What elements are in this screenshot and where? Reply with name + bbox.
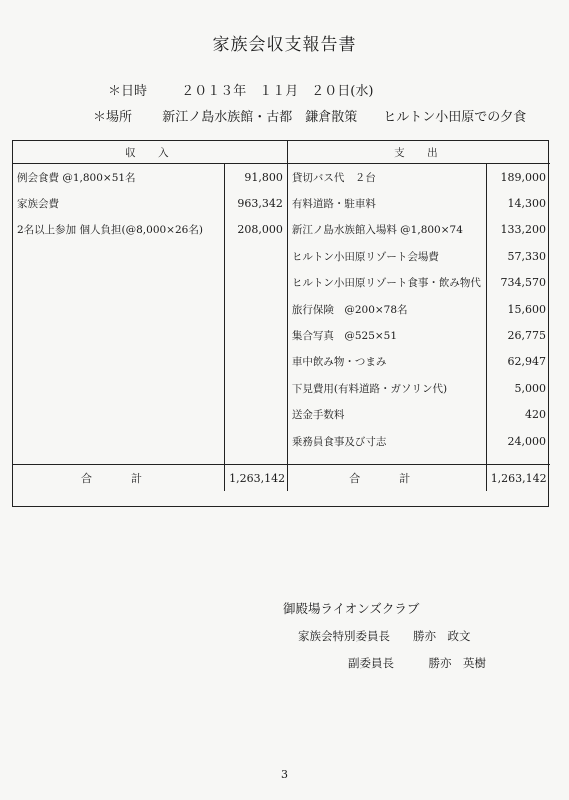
expense-label: 乗務員食事及び寸志 (287, 428, 486, 454)
date-value: ２０１３年 １１月 ２０日(水) (181, 84, 374, 99)
event-date (108, 80, 373, 99)
income-label (13, 322, 225, 348)
income-label (13, 428, 225, 454)
ledger-row (13, 217, 550, 243)
expense-label: 下見費用(有料道路・ガソリン代) (287, 375, 486, 401)
ledger-row (13, 375, 550, 401)
page-title: 家族会収支報告書 (212, 35, 357, 55)
income-label: 2名以上参加 個人負担(@8,000×26名) (17, 224, 203, 237)
expense-label: 貸切バス代 ２台 (287, 164, 486, 191)
income-label (13, 296, 225, 322)
expense-amount: 26,775 (486, 322, 550, 348)
income-amount (225, 243, 288, 269)
expense-label: 有料道路・駐車料 (287, 190, 486, 216)
expense-amount: 24,000 (486, 428, 550, 454)
income-amount: 91,800 (225, 164, 288, 191)
ledger-row (13, 164, 550, 191)
expense-amount: 57,330 (486, 243, 550, 269)
expense-label: ヒルトン小田原リゾート食事・飲み物代 (287, 270, 486, 296)
expense-label: 旅行保険 @200×78名 (287, 296, 486, 322)
income-label: 例会食費 @1,800×51名 (17, 171, 136, 184)
expense-amount: 189,000 (486, 164, 550, 191)
date-label: ＊日時 (108, 84, 148, 99)
income-label (13, 375, 225, 401)
event-place (93, 106, 526, 125)
signatory-chair: 家族会特別委員長 勝亦 政文 (298, 629, 471, 643)
expense-label: 送金手数料 (287, 402, 486, 428)
income-header: 収 入 (13, 141, 287, 164)
income-amount (225, 270, 288, 296)
expense-label: 集合写真 @525×51 (287, 322, 486, 348)
income-amount (225, 375, 288, 401)
ledger-body (13, 164, 550, 455)
page-number: 3 (281, 768, 288, 781)
ledger-row (13, 349, 550, 375)
income-label (13, 270, 225, 296)
income-amount (225, 322, 288, 348)
signatory-vice-chair: 副委員長 勝亦 英樹 (348, 656, 486, 670)
expense-amount: 133,200 (486, 217, 550, 243)
place-label: ＊場所 (93, 110, 133, 125)
income-amount (225, 349, 288, 375)
ledger-row (13, 402, 550, 428)
expense-label: ヒルトン小田原リゾート会場費 (287, 243, 486, 269)
income-label (13, 349, 225, 375)
ledger-row (13, 428, 550, 454)
organization-name: 御殿場ライオンズクラブ (283, 601, 420, 616)
income-label: 家族会費 (17, 198, 59, 211)
expense-amount: 734,570 (486, 270, 550, 296)
income-label (13, 243, 225, 269)
expense-amount: 62,947 (486, 349, 550, 375)
expense-amount: 5,000 (486, 375, 550, 401)
total-row (13, 465, 550, 492)
ledger-row (13, 243, 550, 269)
income-amount (225, 296, 288, 322)
ledger-row (13, 322, 550, 348)
expense-total: 1,263,142 (486, 465, 550, 492)
income-amount: 963,342 (225, 190, 288, 216)
ledger-row (13, 190, 550, 216)
expense-amount: 14,300 (486, 190, 550, 216)
ledger-row (13, 270, 550, 296)
income-total: 1,263,142 (225, 465, 288, 492)
expense-label: 新江ノ島水族館入場料 @1,800×74 (287, 217, 486, 243)
ledger-row (13, 296, 550, 322)
income-amount (225, 428, 288, 454)
expense-label: 車中飲み物・つまみ (287, 349, 486, 375)
expense-amount: 15,600 (486, 296, 550, 322)
ledger-table (13, 141, 550, 491)
income-amount: 208,000 (225, 217, 288, 243)
expense-header: 支 出 (287, 141, 550, 164)
expense-amount: 420 (486, 402, 550, 428)
income-amount (225, 402, 288, 428)
income-label (13, 402, 225, 428)
income-total-label: 合 計 (13, 465, 225, 492)
expense-total-label: 合 計 (287, 465, 486, 492)
place-value: 新江ノ島水族館・古都 鎌倉散策 ヒルトン小田原での夕食 (162, 110, 527, 125)
